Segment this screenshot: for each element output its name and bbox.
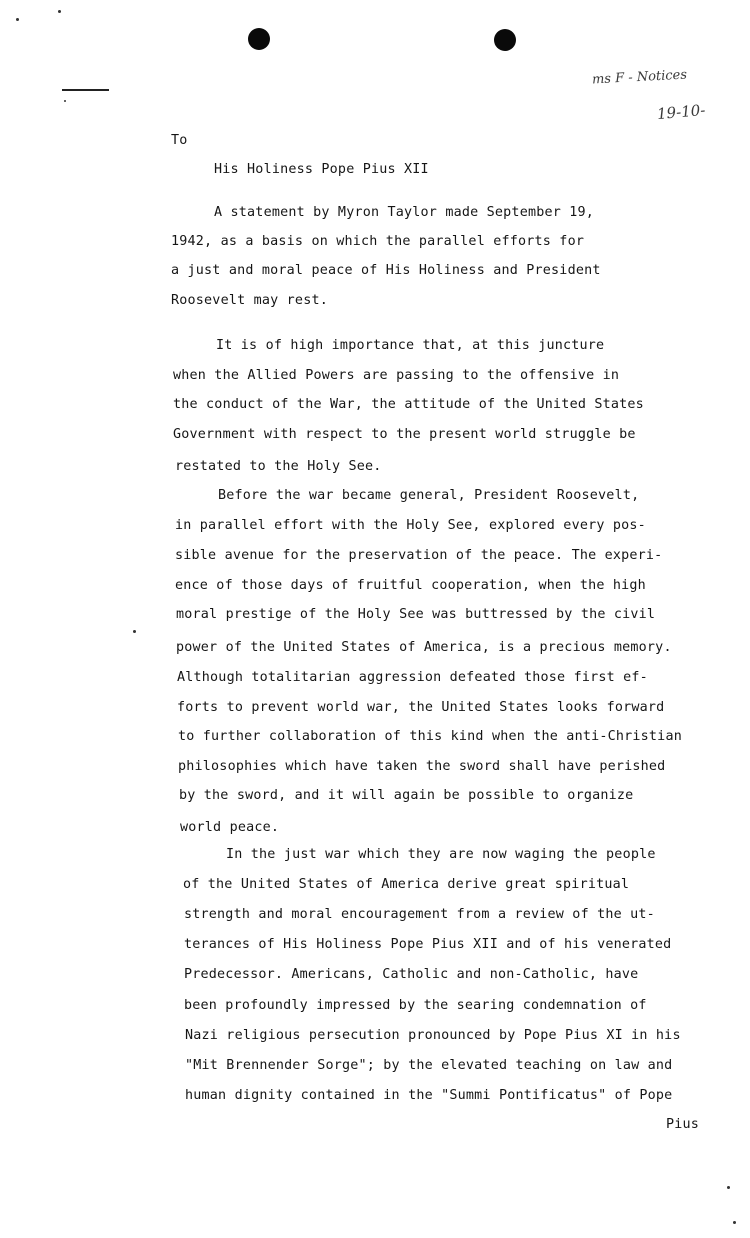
text-line: when the Allied Powers are passing to the offensive in	[173, 368, 620, 383]
handwritten-annotation-sub: 19-10-	[656, 100, 707, 124]
text-line: forts to prevent world war, the United States looks forward	[177, 700, 665, 715]
text-line: Nazi religious persecution pronounced by Pope Pius XI in his	[185, 1028, 681, 1043]
text-line: Government with respect to the present world struggle be	[173, 427, 636, 442]
catchword: Pius	[666, 1117, 700, 1132]
text-line: terances of His Holiness Pope Pius XII and of his venerated	[184, 937, 672, 952]
text-line: to further collaboration of this kind when the anti-Christian	[178, 729, 682, 744]
handwritten-annotation: ms F - Notices	[591, 67, 688, 88]
text-line: human dignity contained in the "Summi Pontificatus" of Pope	[185, 1088, 673, 1103]
punch-hole-right	[494, 29, 516, 51]
text-line: philosophies which have taken the sword shall have perished	[178, 759, 666, 774]
text-line: by the sword, and it will again be possible to organize	[179, 788, 634, 803]
scan-speck	[64, 100, 66, 102]
addressee: His Holiness Pope Pius XII	[214, 162, 429, 177]
scan-speck	[58, 10, 61, 13]
text-line: A statement by Myron Taylor made September 19,	[214, 205, 595, 220]
scan-speck	[733, 1221, 736, 1224]
text-line: ence of those days of fruitful cooperation, when the high	[175, 578, 646, 593]
text-line: the conduct of the War, the attitude of the United States	[173, 397, 644, 412]
text-line: In the just war which they are now waging the people	[226, 847, 656, 862]
text-line: moral prestige of the Holy See was buttressed by the civil	[176, 607, 656, 622]
text-line: Although totalitarian aggression defeated those first ef-	[177, 670, 648, 685]
scan-speck	[16, 18, 19, 21]
text-line: world peace.	[180, 820, 280, 835]
scan-speck	[133, 630, 136, 633]
margin-mark	[62, 89, 109, 91]
text-line: Roosevelt may rest.	[171, 293, 328, 308]
text-line: sible avenue for the preservation of the peace. The experi-	[175, 548, 663, 563]
text-line: restated to the Holy See.	[175, 459, 382, 474]
punch-hole-left	[248, 28, 270, 50]
text-line: been profoundly impressed by the searing condemnation of	[184, 998, 647, 1013]
text-line: in parallel effort with the Holy See, explored every pos-	[175, 518, 646, 533]
scan-speck	[727, 1186, 730, 1189]
text-line: power of the United States of America, is a precious memory.	[176, 640, 672, 655]
text-line: of the United States of America derive great spiritual	[183, 877, 630, 892]
text-line: Before the war became general, President Roosevelt,	[218, 488, 640, 503]
text-line: 1942, as a basis on which the parallel efforts for	[171, 234, 585, 249]
text-line: a just and moral peace of His Holiness and President	[171, 263, 601, 278]
text-line: strength and moral encouragement from a review of the ut-	[184, 907, 655, 922]
text-line: It is of high importance that, at this juncture	[216, 338, 605, 353]
salutation: To	[171, 133, 188, 148]
text-line: Predecessor. Americans, Catholic and non-Catholic, have	[184, 967, 639, 982]
text-line: "Mit Brennender Sorge"; by the elevated teaching on law and	[185, 1058, 673, 1073]
